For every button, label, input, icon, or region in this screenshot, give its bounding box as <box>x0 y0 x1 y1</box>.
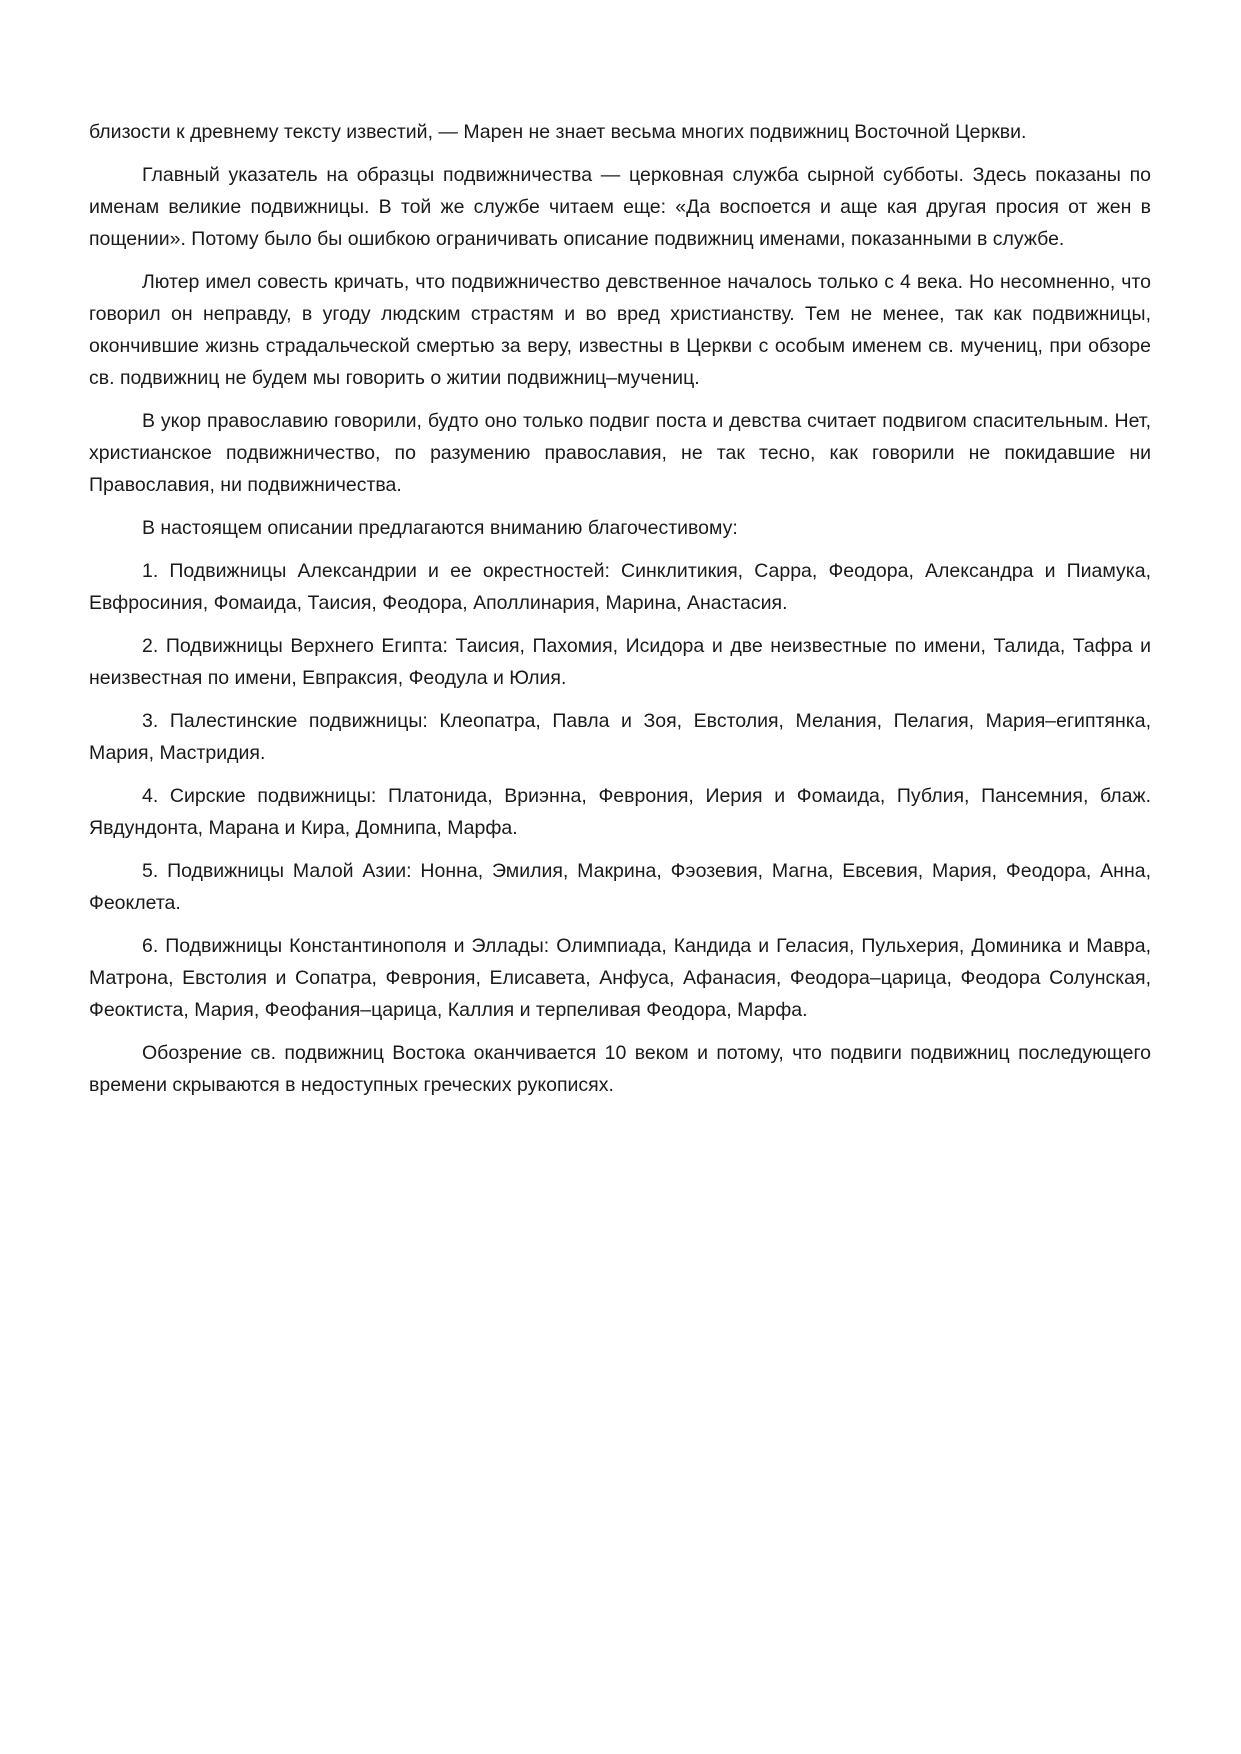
paragraph-conclusion: Обозрение св. подвижниц Востока оканчивается 10 веком и потому, что подвиги подвижниц последующего времени скрываются в недоступных греческих рукописях. <box>89 1042 1151 1096</box>
list-item-alexandria: 1. Подвижницы Александрии и ее окрестностей: Синклитикия, Сарра, Феодора, Александра и Пиамука, Евфросиния, Фомаида, Таисия, Феодора, Аполлинария, Марина, Анастасия. <box>89 560 1151 614</box>
list-item-upper-egypt: 2. Подвижницы Верхнего Египта: Таисия, Пахомия, Исидора и две неизвестные по имени, Талида, Тафра и неизвестная по имени, Евпраксия, Феодула и Юлия. <box>89 635 1151 689</box>
document-page <box>89 116 1151 1112</box>
list-item-asia-minor: 5. Подвижницы Малой Азии: Нонна, Эмилия, Макрина, Фэозевия, Магна, Евсевия, Мария, Феодора, Анна, Феоклета. <box>89 860 1151 914</box>
paragraph-main-guide: Главный указатель на образцы подвижничества — церковная служба сырной субботы. Здесь показаны по именам великие подвижницы. В той же службе читаем еще: «Да воспоется и аще кая другая просия от жен в пощении». Потому было бы ошибкою ограничивать описание подвижниц именами, показанными в службе. <box>89 164 1151 250</box>
list-item-constantinople: 6. Подвижницы Константинополя и Эллады: Олимпиада, Кандида и Геласия, Пульхерия, Доминика и Мавра, Матрона, Евстолия и Сопатра, Феврония, Елисавета, Анфуса, Афанасия, Феодора–царица, Феодора Солунская, Феоктиста, Мария, Феофания–царица, Каллия и терпеливая Феодора, Марфа. <box>89 935 1151 1021</box>
paragraph-continuation: близости к древнему тексту известий, — Марен не знает весьма многих подвижниц Восточной Церкви. <box>89 121 1027 143</box>
paragraph-intro-list: В настоящем описании предлагаются вниманию благочестивому: <box>142 517 738 539</box>
list-item-syria: 4. Сирские подвижницы: Платонида, Вриэнна, Феврония, Иерия и Фомаида, Публия, Пансемния, блаж. Явдундонта, Марана и Кира, Домнипа, Марфа. <box>89 785 1151 839</box>
list-item-palestine: 3. Палестинские подвижницы: Клеопатра, Павла и Зоя, Евстолия, Мелания, Пелагия, Мария–египтянка, Мария, Мастридия. <box>89 710 1151 764</box>
paragraph-orthodoxy: В укор православию говорили, будто оно только подвиг поста и девства считает подвигом спасительным. Нет, христианское подвижничество, по разумению православия, не так тесно, как говорили не покидавшие ни Православия, ни подвижничества. <box>89 410 1151 496</box>
paragraph-luther: Лютер имел совесть кричать, что подвижничество девственное началось только с 4 века. Но несомненно, что говорил он неправду, в угоду людским страстям и во вред христианству. Тем не менее, так как подвижницы, окончившие жизнь страдальческой смертью за веру, известны в Церкви с особым именем св. мучениц, при обзоре св. подвижниц не будем мы говорить о житии подвижниц–мучениц. <box>89 271 1151 389</box>
